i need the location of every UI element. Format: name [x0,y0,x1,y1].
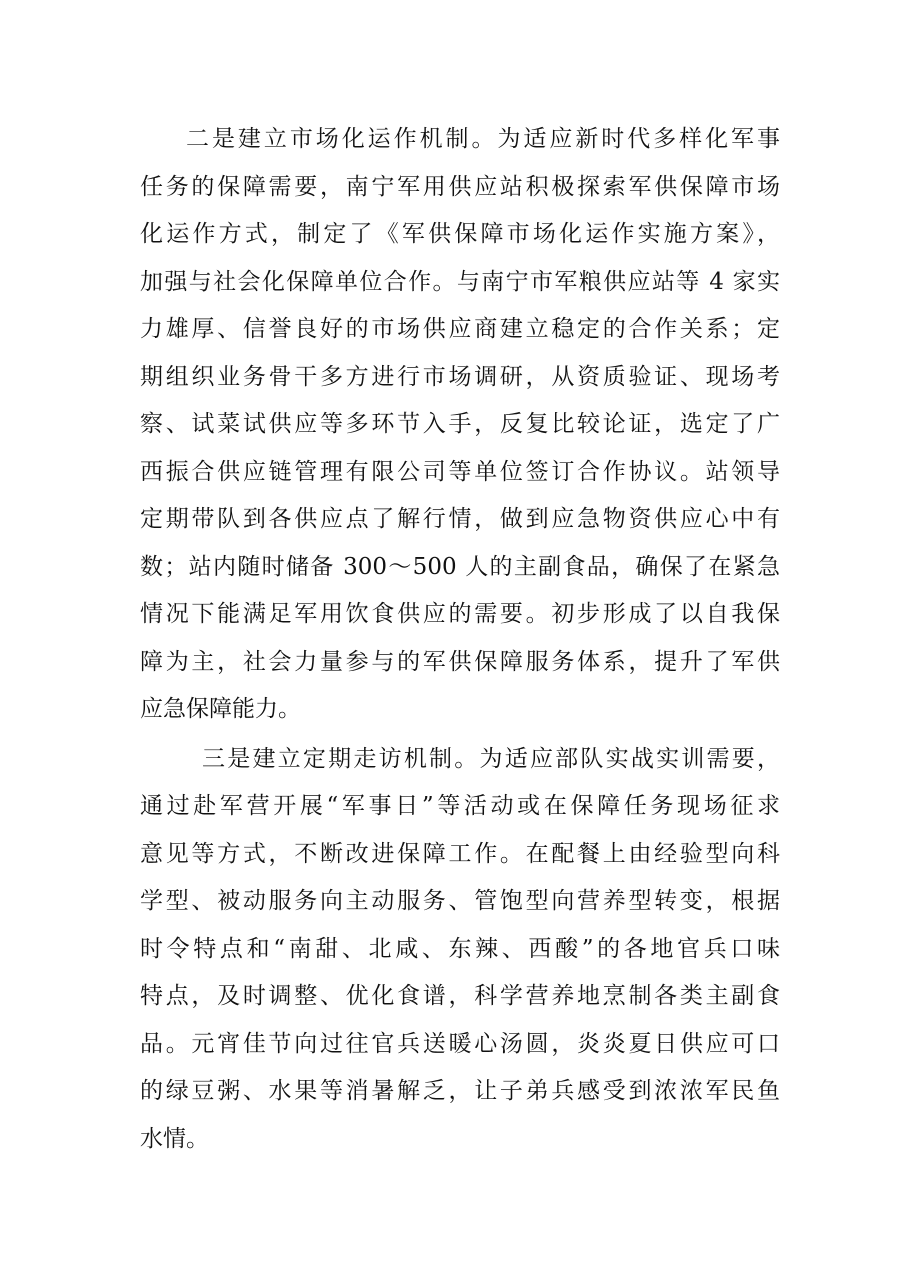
text-line: 加强与社会化保障单位合作。与南宁市军粮供应站等 4 家实 [140,268,780,295]
text-line: 定期带队到各供应点了解行情，做到应急物资供应心中有 [140,506,780,532]
text-line: 数；站内随时储备 300～500 人的主副食品，确保了在紧急 [140,553,780,580]
text-line: 水情。 [140,1125,209,1152]
text-line: 任务的保障需要，南宁军用供应站积极探索军供保障市场 [140,173,780,200]
text-line: 特点，及时调整、优化食谱，科学营养地烹制各类主副食 [140,983,780,1009]
text-line: 障为主，社会力量参与的军供保障服务体系，提升了军供 [140,648,780,675]
document-body [140,116,780,1163]
text-line: 察、试菜试供应等多环节入手，反复比较论证，选定了广 [140,411,780,437]
text-line: 品。元宵佳节向过往官兵送暖心汤圆，炎炎夏日供应可口 [140,1030,780,1057]
text-line: 力雄厚、信誉良好的市场供应商建立稳定的合作关系；定 [140,316,780,342]
text-line: 意见等方式，不断改进保障工作。在配餐上由经验型向科 [140,840,780,867]
text-line: 学型、被动服务向主动服务、管饱型向营养型转变，根据 [140,888,780,914]
text-line: 情况下能满足军用饮食供应的需要。初步形成了以自我保 [140,601,780,627]
paragraph-market-mechanism [140,116,780,734]
text-line: 通过赴军营开展“军事日”等活动或在保障任务现场征求 [140,793,780,819]
text-line: 的绿豆粥、水果等消暑解乏，让子弟兵感受到浓浓军民鱼 [140,1078,780,1104]
text-line: 二是建立市场化运作机制。为适应新时代多样化军事 [186,126,780,152]
text-line: 时令特点和“南甜、北咸、东辣、西酸”的各地官兵口味 [140,935,780,962]
paragraph-visit-mechanism [140,736,780,1164]
text-line: 西振合供应链管理有限公司等单位签订合作协议。站领导 [140,458,780,485]
text-line: 三是建立定期走访机制。为适应部队实战实训需要， [202,745,780,772]
text-line: 期组织业务骨干多方进行市场调研，从资质验证、现场考 [140,363,780,390]
text-line: 应急保障能力。 [140,696,301,722]
text-line: 化运作方式，制定了《军供保障市场化运作实施方案》， [140,221,780,247]
